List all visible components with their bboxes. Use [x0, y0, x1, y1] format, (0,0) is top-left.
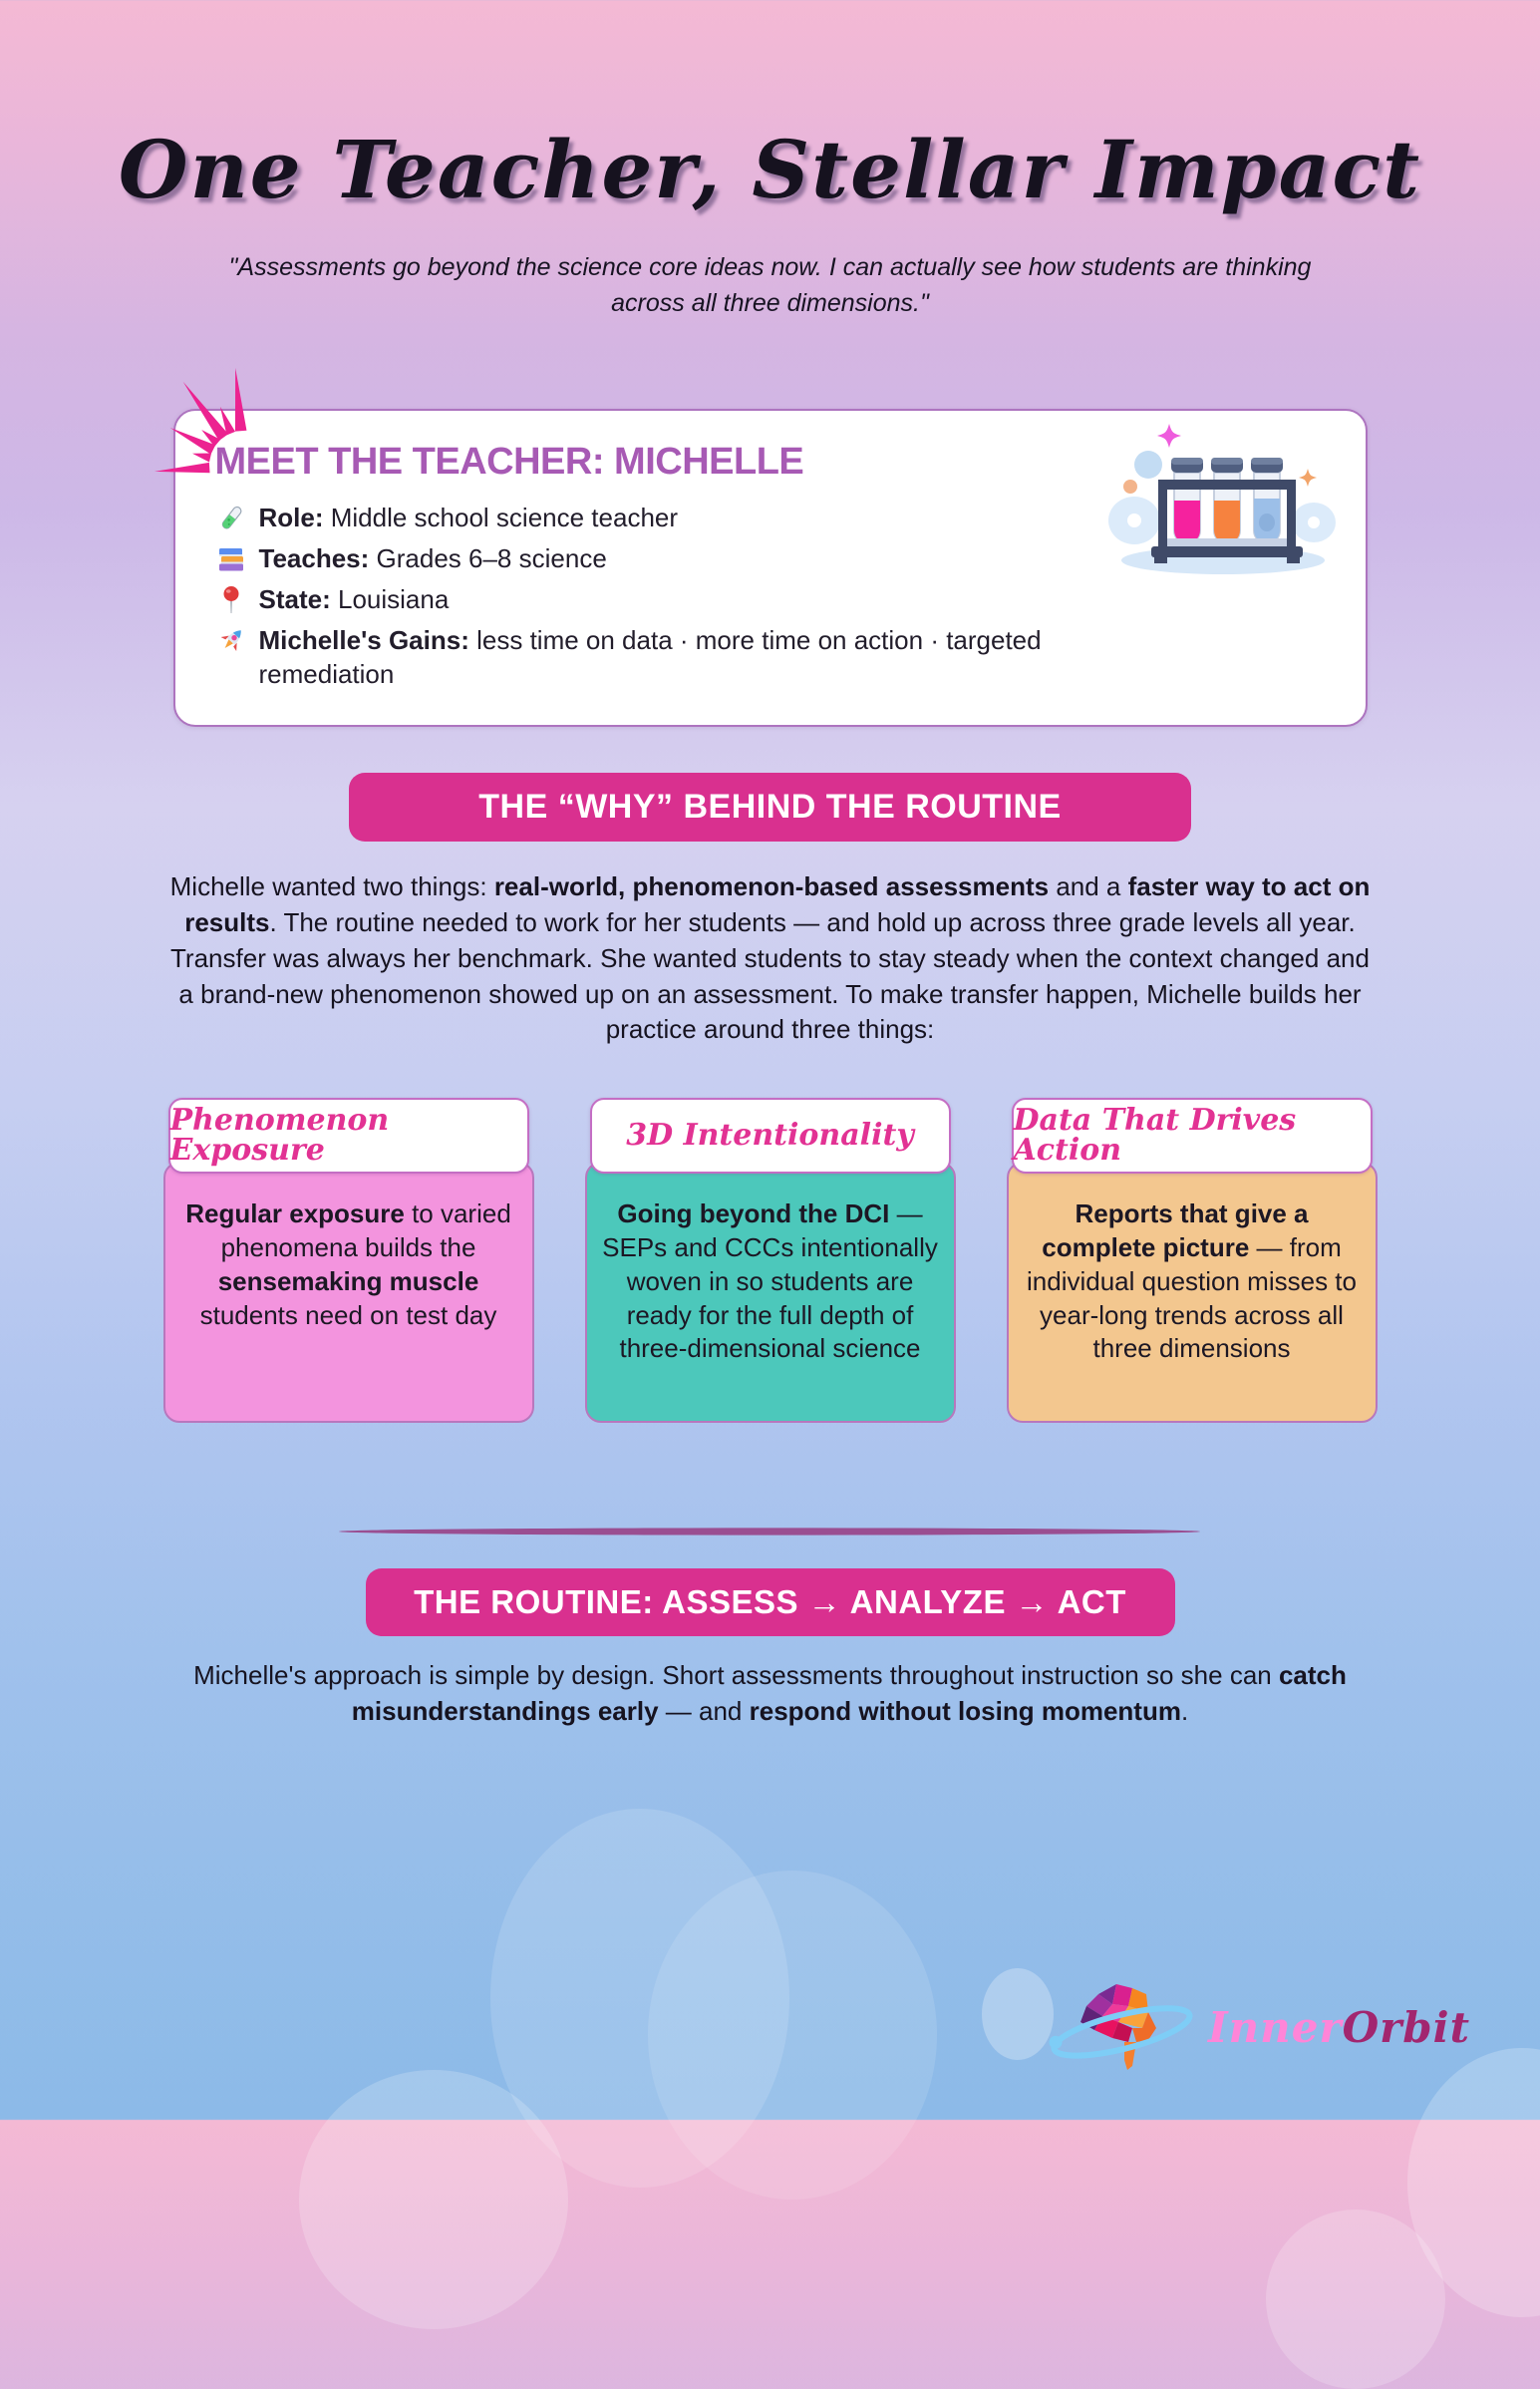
pillar-title: Data That Drives Action — [1012, 1098, 1373, 1174]
why-paragraph: Michelle wanted two things: real-world, phenomenon-based assessments and a faster way to act on results. The routine needed to work for her students — and hold up across three grade levels all year. Transfer was always her benchmark. She wanted students to stay steady when the context changed and a brand-new phenomenon showed up on an assessment. To make transfer happen, Michelle builds her practice around three things: — [169, 870, 1371, 1045]
page-title: One Teacher, Stellar Impact — [118, 123, 1422, 216]
teacher-card-heading: MEET THE TEACHER: MICHELLE — [214, 440, 804, 483]
pillar-title: Phenomenon Exposure — [168, 1098, 529, 1174]
teacher-fact-teaches: Teaches: Grades 6–8 science — [215, 542, 1058, 575]
logo-text-orbit: Orbit — [1342, 2003, 1470, 2052]
pillar-title: 3D Intentionality — [590, 1098, 951, 1174]
innerorbit-logo — [1047, 1972, 1470, 2084]
infographic-page — [0, 123, 1540, 2052]
routine-banner: THE ROUTINE: ASSESS → ANALYZE → ACT — [366, 1568, 1175, 1636]
pillar-3d-intentionality — [585, 1098, 956, 1423]
bokeh-circle — [1407, 2048, 1540, 2317]
brain-orbit-logo-icon — [1047, 1972, 1196, 2084]
pillar-data-drives-action — [1007, 1098, 1378, 1423]
pillar-body: Going beyond the DCI — SEPs and CCCs intentionally woven in so students are ready for the full depth of three-dimensional science — [585, 1162, 956, 1423]
pillars-row — [163, 1098, 1378, 1423]
bokeh-circle — [982, 1968, 1054, 2060]
pushpin-icon — [215, 584, 247, 616]
teacher-quote: "Assessments go beyond the science core ideas now. I can actually see how students are thinking across all three dimensions." — [228, 252, 1312, 317]
meet-the-teacher-card — [173, 409, 1368, 727]
teacher-facts-list — [215, 502, 1058, 691]
pillar-body: Reports that give a complete picture — from individual question misses to year-long trends across all three dimensions — [1007, 1162, 1378, 1423]
why-banner: THE “WHY” BEHIND THE ROUTINE — [349, 773, 1191, 842]
bokeh-circle — [299, 2070, 568, 2329]
books-icon — [215, 543, 247, 575]
burst-decoration-icon — [112, 333, 261, 483]
teacher-fact-role: Role: Middle school science teacher — [215, 502, 1058, 534]
bokeh-circle — [490, 1809, 789, 2188]
pillar-body: Regular exposure to varied phenomena builds the sensemaking muscle students need on test day — [163, 1162, 534, 1423]
teacher-fact-state: State: Louisiana — [215, 583, 1058, 616]
bokeh-circle — [648, 1871, 937, 2200]
test-tube-icon — [215, 503, 247, 534]
test-tubes-illustration — [1106, 421, 1340, 578]
section-divider — [339, 1527, 1201, 1536]
bokeh-circle — [1266, 2210, 1445, 2389]
routine-paragraph: Michelle's approach is simple by design. Short assessments throughout instruction so she can catch misunderstandings early — and respond without losing momentum. — [193, 1660, 1347, 1727]
rocket-icon — [215, 625, 247, 657]
logo-text-inner: Inner — [1207, 2003, 1343, 2052]
teacher-fact-gains: Michelle's Gains: less time on data · more time on action · targeted remediation — [215, 624, 1058, 691]
logo-wordmark — [1207, 2003, 1470, 2052]
pillar-phenomenon-exposure — [163, 1098, 534, 1423]
